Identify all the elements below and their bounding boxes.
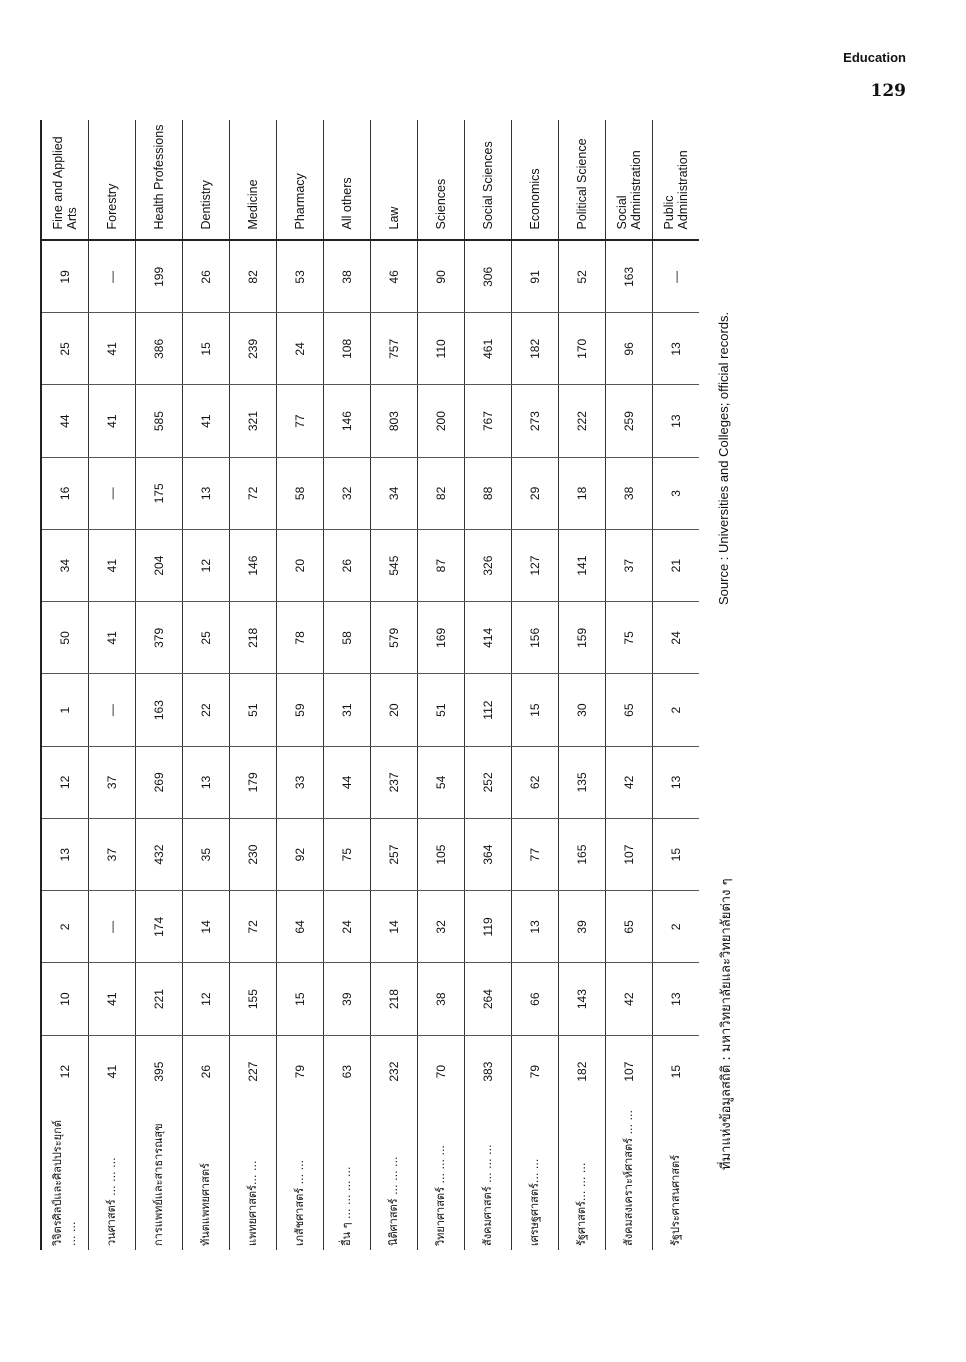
table-cell: 218	[230, 602, 277, 674]
section-title: Education	[843, 50, 906, 65]
table-cell: 767	[465, 385, 512, 457]
table-cell: 24	[653, 602, 700, 674]
row-label-english: Medicine	[230, 120, 277, 241]
table-cell: 13	[183, 457, 230, 529]
row-label-english: Economics	[512, 120, 559, 241]
table-cell: 41	[89, 963, 136, 1035]
table-cell: 227	[230, 1035, 277, 1107]
table-cell: 42	[606, 963, 653, 1035]
table-cell: 20	[277, 530, 324, 602]
table-cell: 92	[277, 819, 324, 891]
table-cell: 269	[136, 746, 183, 818]
table-cell: 107	[606, 819, 653, 891]
table-cell: 119	[465, 891, 512, 963]
row-label-thai: รัฐประศาสนศาสตร์	[653, 1108, 700, 1251]
table-body	[41, 120, 699, 1250]
row-label-thai: สังคมศาสตร์ ... ... ...	[465, 1108, 512, 1251]
table-cell: 218	[371, 963, 418, 1035]
table-cell: 12	[183, 963, 230, 1035]
table-cell: 163	[136, 674, 183, 746]
table-cell: 306	[465, 241, 512, 313]
table-cell: 59	[277, 674, 324, 746]
table-cell: 70	[418, 1035, 465, 1107]
row-label-english: Political Science	[559, 120, 606, 241]
table-cell: 38	[324, 241, 371, 313]
table-cell: 13	[653, 385, 700, 457]
table-row	[465, 120, 512, 1250]
table-cell: —	[89, 674, 136, 746]
table-cell: 237	[371, 746, 418, 818]
table-row	[371, 120, 418, 1250]
table-row	[136, 120, 183, 1250]
table-row	[277, 120, 324, 1250]
table-row	[89, 120, 136, 1250]
table-cell: 14	[183, 891, 230, 963]
table-cell: —	[89, 457, 136, 529]
table-cell: 35	[183, 819, 230, 891]
table-cell: 77	[512, 819, 559, 891]
row-label-thai: วนศาสตร์ ... ... ...	[89, 1108, 136, 1251]
table-cell: 13	[41, 819, 89, 891]
row-label-english: Social Administration	[606, 120, 653, 241]
table-row	[653, 120, 700, 1250]
source-note-thai: ที่มาแห่งข้อมูลสถิติ : มหาวิทยาลัยและวิทยาลัยต่าง ๆ	[719, 878, 734, 1170]
table-cell: 39	[559, 891, 606, 963]
table-cell: 163	[606, 241, 653, 313]
table-cell: 34	[41, 530, 89, 602]
table-cell: 32	[324, 457, 371, 529]
table-cell: 90	[418, 241, 465, 313]
table-cell: 259	[606, 385, 653, 457]
table-cell: 30	[559, 674, 606, 746]
table-row	[324, 120, 371, 1250]
table-cell: 156	[512, 602, 559, 674]
table-cell: 105	[418, 819, 465, 891]
education-statistics-table	[40, 120, 699, 1250]
table-cell: 51	[230, 674, 277, 746]
table-cell: 232	[371, 1035, 418, 1107]
table-cell: 32	[418, 891, 465, 963]
table-cell: 37	[89, 746, 136, 818]
table-cell: 159	[559, 602, 606, 674]
table-cell: 44	[41, 385, 89, 457]
table-cell: 10	[41, 963, 89, 1035]
table-cell: 221	[136, 963, 183, 1035]
table-cell: 37	[606, 530, 653, 602]
row-label-english: Dentistry	[183, 120, 230, 241]
table-cell: 579	[371, 602, 418, 674]
table-cell: 37	[89, 819, 136, 891]
table-cell: 3	[653, 457, 700, 529]
table-cell: 29	[512, 457, 559, 529]
table-cell: 757	[371, 313, 418, 385]
table-cell: 204	[136, 530, 183, 602]
table-cell: 50	[41, 602, 89, 674]
table-cell: 174	[136, 891, 183, 963]
rotated-table-container	[40, 120, 740, 1250]
table-cell: 146	[230, 530, 277, 602]
table-cell: 15	[512, 674, 559, 746]
row-label-thai: รัฐศาสตร์... ... ...	[559, 1108, 606, 1251]
table-cell: —	[653, 241, 700, 313]
table-cell: 222	[559, 385, 606, 457]
table-cell: 91	[512, 241, 559, 313]
table-cell: 72	[230, 457, 277, 529]
table-cell: 41	[89, 602, 136, 674]
table-cell: 41	[183, 385, 230, 457]
table-cell: 53	[277, 241, 324, 313]
row-label-thai: ทันตแพทยศาสตร์	[183, 1108, 230, 1251]
table-cell: 155	[230, 963, 277, 1035]
table-cell: 169	[418, 602, 465, 674]
table-row	[230, 120, 277, 1250]
table-cell: 199	[136, 241, 183, 313]
table-cell: 22	[183, 674, 230, 746]
table-cell: 13	[653, 746, 700, 818]
table-cell: 75	[606, 602, 653, 674]
table-cell: 21	[653, 530, 700, 602]
table-cell: 26	[324, 530, 371, 602]
table-cell: 82	[418, 457, 465, 529]
table-cell: 14	[371, 891, 418, 963]
row-label-english: Pharmacy	[277, 120, 324, 241]
table-cell: 16	[41, 457, 89, 529]
table-cell: 432	[136, 819, 183, 891]
table-cell: 146	[324, 385, 371, 457]
table-cell: 82	[230, 241, 277, 313]
table-cell: 13	[653, 963, 700, 1035]
table-cell: 182	[512, 313, 559, 385]
table-cell: 110	[418, 313, 465, 385]
table-cell: 803	[371, 385, 418, 457]
row-label-thai: นิติศาสตร์ ... ... ...	[371, 1108, 418, 1251]
table-cell: 1	[41, 674, 89, 746]
row-label-english: Fine and Applied Arts	[41, 120, 89, 241]
table-cell: 108	[324, 313, 371, 385]
table-cell: 88	[465, 457, 512, 529]
table-cell: 96	[606, 313, 653, 385]
row-label-thai: เศรษฐศาสตร์... ...	[512, 1108, 559, 1251]
table-cell: 58	[324, 602, 371, 674]
table-cell: —	[89, 891, 136, 963]
table-cell: 18	[559, 457, 606, 529]
table-cell: 165	[559, 819, 606, 891]
table-cell: 179	[230, 746, 277, 818]
row-label-thai: เภสัชศาสตร์ ... ...	[277, 1108, 324, 1251]
table-cell: 461	[465, 313, 512, 385]
table-cell: 386	[136, 313, 183, 385]
table-cell: 24	[277, 313, 324, 385]
row-label-english: Health Professions	[136, 120, 183, 241]
row-label-english: All others	[324, 120, 371, 241]
table-cell: 41	[89, 385, 136, 457]
table-cell: 364	[465, 819, 512, 891]
table-cell: 273	[512, 385, 559, 457]
row-label-thai: วิทยาศาสตร์ ... ... ...	[418, 1108, 465, 1251]
table-cell: 175	[136, 457, 183, 529]
table-cell: 46	[371, 241, 418, 313]
table-cell: 2	[41, 891, 89, 963]
table-cell: 62	[512, 746, 559, 818]
table-cell: 77	[277, 385, 324, 457]
table-cell: 2	[653, 674, 700, 746]
table-cell: 326	[465, 530, 512, 602]
table-cell: 200	[418, 385, 465, 457]
row-label-english: Public Administration	[653, 120, 700, 241]
table-cell: 230	[230, 819, 277, 891]
table-cell: 20	[371, 674, 418, 746]
table-row	[512, 120, 559, 1250]
table-cell: 112	[465, 674, 512, 746]
table-cell: 25	[41, 313, 89, 385]
row-label-thai: อื่น ๆ ... ... ... ...	[324, 1108, 371, 1251]
row-label-english: Forestry	[89, 120, 136, 241]
table-cell: 41	[89, 530, 136, 602]
table-cell: 25	[183, 602, 230, 674]
table-cell: 321	[230, 385, 277, 457]
table-cell: 63	[324, 1035, 371, 1107]
table-cell: 15	[653, 1035, 700, 1107]
table-cell: 33	[277, 746, 324, 818]
table-cell: 12	[183, 530, 230, 602]
page-header	[843, 50, 906, 101]
table-cell: 15	[277, 963, 324, 1035]
table-cell: 252	[465, 746, 512, 818]
table-cell: 395	[136, 1035, 183, 1107]
table-cell: 13	[653, 313, 700, 385]
table-cell: 127	[512, 530, 559, 602]
table-cell: 42	[606, 746, 653, 818]
table-cell: 66	[512, 963, 559, 1035]
page-number: 129	[870, 81, 906, 101]
table-cell: 26	[183, 1035, 230, 1107]
table-cell: 257	[371, 819, 418, 891]
table-cell: 264	[465, 963, 512, 1035]
table-cell: 13	[183, 746, 230, 818]
table-cell: 383	[465, 1035, 512, 1107]
table-cell: 79	[277, 1035, 324, 1107]
table-cell: 135	[559, 746, 606, 818]
table-cell: 38	[606, 457, 653, 529]
table-cell: 545	[371, 530, 418, 602]
table-cell: 414	[465, 602, 512, 674]
table-cell: 51	[418, 674, 465, 746]
table-cell: 58	[277, 457, 324, 529]
table-cell: —	[89, 241, 136, 313]
table-cell: 182	[559, 1035, 606, 1107]
table-cell: 107	[606, 1035, 653, 1107]
table-cell: 585	[136, 385, 183, 457]
table-cell: 143	[559, 963, 606, 1035]
table-cell: 79	[512, 1035, 559, 1107]
table-cell: 38	[418, 963, 465, 1035]
table-cell: 15	[653, 819, 700, 891]
table-cell: 34	[371, 457, 418, 529]
table-cell: 72	[230, 891, 277, 963]
table-cell: 15	[183, 313, 230, 385]
table-cell: 65	[606, 674, 653, 746]
table-row	[418, 120, 465, 1250]
table-cell: 54	[418, 746, 465, 818]
table-cell: 379	[136, 602, 183, 674]
row-label-english: Law	[371, 120, 418, 241]
table-cell: 65	[606, 891, 653, 963]
row-label-thai: สังคมสงเคราะห์ศาสตร์ ... ...	[606, 1108, 653, 1251]
table-cell: 12	[41, 1035, 89, 1107]
table-row	[183, 120, 230, 1250]
row-label-english: Social Sciences	[465, 120, 512, 241]
table-cell: 41	[89, 313, 136, 385]
table-cell: 87	[418, 530, 465, 602]
table-cell: 44	[324, 746, 371, 818]
table-cell: 31	[324, 674, 371, 746]
row-label-thai: วิจิตรศิลป์และศิลปประยุกต์ ... ...	[41, 1108, 89, 1251]
table-cell: 2	[653, 891, 700, 963]
table-cell: 13	[512, 891, 559, 963]
row-label-thai: การแพทย์และสาธารณสุข	[136, 1108, 183, 1251]
table-cell: 19	[41, 241, 89, 313]
table-cell: 75	[324, 819, 371, 891]
row-label-thai: แพทยศาสตร์... ...	[230, 1108, 277, 1251]
table-cell: 239	[230, 313, 277, 385]
source-note-english: Source : Universities and Colleges; official records.	[716, 311, 731, 605]
table-cell: 26	[183, 241, 230, 313]
table-cell: 39	[324, 963, 371, 1035]
table-row	[606, 120, 653, 1250]
table-row	[559, 120, 606, 1250]
table-cell: 12	[41, 746, 89, 818]
table-cell: 170	[559, 313, 606, 385]
table-cell: 141	[559, 530, 606, 602]
table-cell: 24	[324, 891, 371, 963]
table-cell: 41	[89, 1035, 136, 1107]
table-cell: 52	[559, 241, 606, 313]
table-row	[41, 120, 89, 1250]
table-cell: 78	[277, 602, 324, 674]
row-label-english: Sciences	[418, 120, 465, 241]
table-cell: 64	[277, 891, 324, 963]
